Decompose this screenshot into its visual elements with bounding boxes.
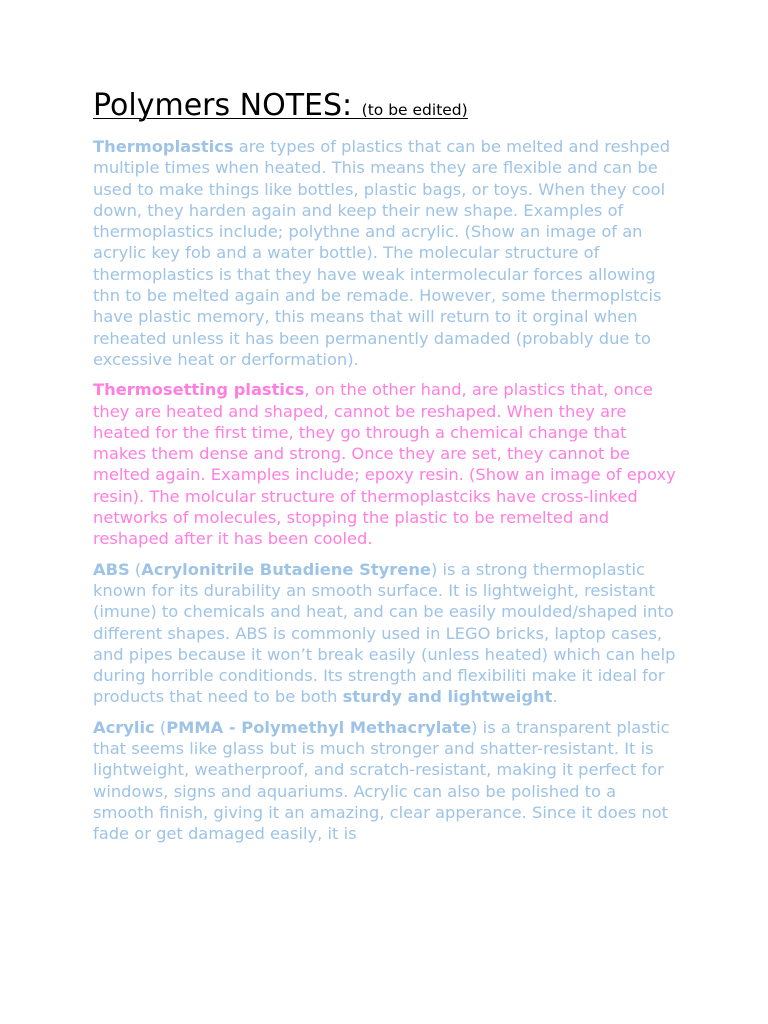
abs-emphasis: sturdy and lightweight xyxy=(342,687,553,707)
title-subtitle: (to be edited) xyxy=(361,101,468,119)
title-main: Polymers NOTES: xyxy=(93,88,362,123)
document-page xyxy=(93,86,679,854)
abs-term: ABS xyxy=(93,559,130,579)
acrylic-full-name: PMMA - Polymethyl Methacrylate xyxy=(166,717,472,737)
acrylic-body: ) is a transparent plastic that seems like glass but is much stronger and shatter-resistant. It is lightweight, weatherproof, and scratch-resistant, making it perfect for windows, signs and aquariums. Acrylic can also be polished to a smooth finish, giving it an amazing, clear apperance. Since it does not fade or get damaged easily, it is xyxy=(93,717,670,844)
page-title xyxy=(93,86,679,130)
acrylic-term: Acrylic xyxy=(93,717,155,737)
abs-full-name: Acrylonitrile Butadiene Styrene xyxy=(141,559,431,579)
thermosetting-body: , on the other hand, are plastics that, once they are heated and shaped, cannot be reshaped. When they are heated for the first time, they go through a chemical change that makes them dense and strong. Once they are set, they cannot be melted again. Examples include; epoxy resin. (Show an image of epoxy resin). The molcular structure of thermoplastciks have cross-linked networks of molecules, stopping the plastic to be remelted and reshaped after it has been cooled. xyxy=(93,380,676,549)
abs-end: . xyxy=(552,687,558,707)
thermoplastics-term: Thermoplastics xyxy=(93,137,234,156)
abs-open-paren: ( xyxy=(129,559,142,579)
thermoplastics-body: are types of plastics that can be melted and reshped multiple times when heated. This means they are flexible and can be used to make things like bottles, plastic bags, or toys. When they cool down, they harden again and keep their new shape. Examples of thermoplastics include; polythne and acrylic. (Show an image of an acrylic key fob and a water bottle). The molecular structure of thermoplastics is that they have weak intermolecular forces allowing thn to be melted again and be remade. However, some thermoplstcis have plastic memory, this means that will return to it orginal when reheated unless it has been permanently damaded (probably due to excessive heat or derformation). xyxy=(93,137,671,369)
acrylic-open-paren: ( xyxy=(154,717,167,737)
abs-body: ) is a strong thermoplastic known for its durability an smooth surface. It is lightweight, resistant (imune) to chemicals and heat, and can be easily moulded/shaped into different shapes. ABS is commonly used in LEGO bricks, laptop cases, and pipes because it won’t break easily (unless heated) which can help during horrible conditionds. Its strength and flexibiliti make it ideal for products that need to be both xyxy=(93,559,676,707)
thermoplastics-paragraph xyxy=(93,136,679,370)
abs-paragraph xyxy=(93,559,679,708)
acrylic-paragraph xyxy=(93,717,679,845)
thermosetting-paragraph xyxy=(93,379,679,549)
thermosetting-term: Thermosetting plastics xyxy=(93,380,305,400)
